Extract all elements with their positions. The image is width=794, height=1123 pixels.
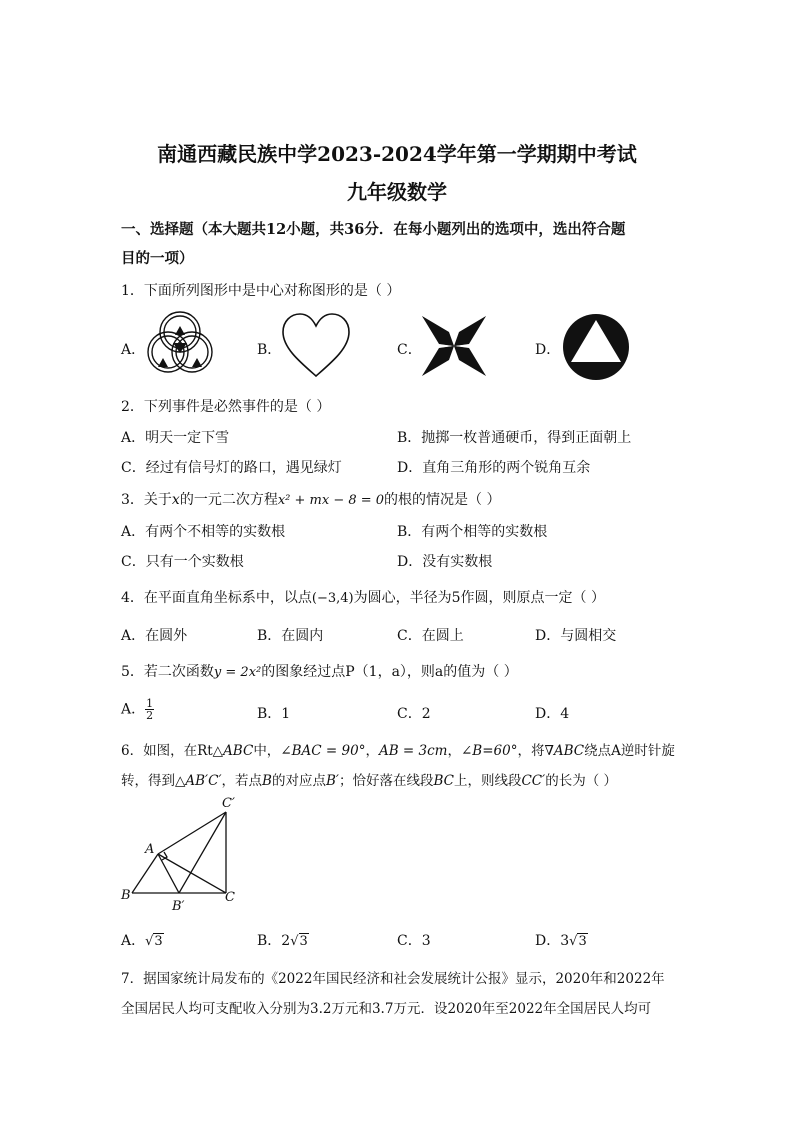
q6-option-d-label: D． bbox=[535, 933, 561, 949]
q6-side-ab: AB = 3cm bbox=[378, 743, 448, 759]
q6-option-d-sqrt: √3 bbox=[569, 934, 587, 949]
triquetra-figure bbox=[143, 306, 217, 378]
q3-option-d: D．没有实数根 bbox=[397, 554, 493, 570]
q6-point-bp: B′ bbox=[325, 773, 339, 789]
q6-option-b-coef: 2 bbox=[281, 933, 291, 949]
q4-option-b: B．在圆内 bbox=[257, 628, 324, 644]
q3-stem-text-c: 的根的情况是（ ） bbox=[384, 492, 501, 508]
q6-triangle-abc: ABC bbox=[223, 743, 254, 759]
q4-option-d: D．与圆相交 bbox=[535, 628, 617, 644]
q3-option-b: B．有两个相等的实数根 bbox=[397, 524, 548, 540]
q6-option-d-coef: 3 bbox=[560, 933, 570, 949]
q3-option-a: A．有两个不相等的实数根 bbox=[121, 524, 286, 540]
q3-stem bbox=[121, 489, 501, 509]
q1-stem: 1．下面所列图形中是中心对称图形的是（ ） bbox=[121, 283, 401, 299]
heart-figure bbox=[280, 312, 352, 378]
q6-text: ， bbox=[447, 743, 461, 759]
q6-text: ，将 bbox=[517, 743, 545, 759]
q5-option-a-label: A． bbox=[121, 701, 146, 718]
q6-option-b-label: B． bbox=[257, 933, 282, 949]
q3-stem-text-a: 3．关于 bbox=[121, 492, 172, 508]
q4-stem bbox=[121, 587, 605, 607]
q6-triangle-abpcp: AB′C′ bbox=[185, 773, 222, 789]
q6-text: 中， bbox=[253, 743, 281, 759]
q6-segment-ccp: CC′ bbox=[521, 773, 546, 789]
q5-option-c: C．2 bbox=[397, 706, 431, 722]
q6-text: ；恰好落在线段 bbox=[338, 773, 434, 789]
q6-option-b-radicand: 3 bbox=[299, 934, 308, 949]
q6-option-a-sqrt: √3 bbox=[145, 934, 163, 949]
q6-option-d bbox=[535, 930, 588, 950]
q6-option-b-sqrt: √3 bbox=[290, 934, 308, 949]
q5-equation: y = 2x² bbox=[213, 665, 262, 680]
q3-equation: x² + mx − 8 = 0 bbox=[277, 493, 385, 508]
q5-fraction-numerator: 1 bbox=[146, 697, 154, 710]
q6-angle-bac: ∠BAC = 90° bbox=[280, 743, 366, 759]
q6-option-d-radicand: 3 bbox=[578, 934, 587, 949]
q5-option-b: B．1 bbox=[257, 706, 291, 722]
q6-text: 的对应点 bbox=[271, 773, 326, 789]
section-heading-line2: 目的一项） bbox=[121, 250, 194, 267]
q6-text: 上，则线段 bbox=[453, 773, 522, 789]
q4-stem-text-a: 4．在平面直角坐标系中，以点 bbox=[121, 590, 312, 606]
q6-stem-line2 bbox=[121, 769, 617, 789]
q3-option-c: C．只有一个实数根 bbox=[121, 554, 244, 570]
q5-fraction bbox=[145, 698, 154, 721]
q5-fraction-denominator: 2 bbox=[146, 709, 154, 722]
q6-text: ， bbox=[365, 743, 379, 759]
q6-text: 的长为（ ） bbox=[545, 773, 617, 789]
q4-point: (−3,4) bbox=[311, 591, 354, 606]
q7-stem-line1: 7．据国家统计局发布的《2022年国民经济和社会发展统计公报》显示，2020年和2022年 bbox=[121, 971, 665, 987]
q2-option-c: C．经过有信号灯的路口，遇见绿灯 bbox=[121, 460, 342, 476]
q6-text: ，若点 bbox=[221, 773, 263, 789]
q1-label-d: D． bbox=[535, 342, 561, 358]
q4-stem-text-b: 为圆心，半径为5作圆，则原点一定（ ） bbox=[353, 590, 605, 606]
q6-option-a-label: A． bbox=[121, 933, 146, 949]
fig-label-c: C bbox=[225, 890, 235, 905]
q3-var-x: x bbox=[171, 492, 180, 508]
q6-option-a-radicand: 3 bbox=[154, 934, 163, 949]
q2-stem: 2．下列事件是必然事件的是（ ） bbox=[121, 399, 331, 415]
q4-option-c: C．在圆上 bbox=[397, 628, 464, 644]
q6-angle-b: ∠B=60° bbox=[460, 743, 518, 759]
section-heading-line1: 一、选择题（本大题共12小题，共36分．在每小题列出的选项中，选出符合题 bbox=[121, 221, 626, 238]
fig-label-cprime: C′ bbox=[222, 796, 235, 811]
q1-label-c: C． bbox=[397, 342, 422, 358]
q6-option-b bbox=[257, 930, 309, 950]
q5-stem bbox=[121, 661, 518, 681]
q5-stem-text-a: 5．若二次函数 bbox=[121, 664, 214, 680]
q3-stem-text-b: 的一元二次方程 bbox=[179, 492, 278, 508]
q1-label-b: B． bbox=[257, 342, 282, 358]
circle-triangle-figure bbox=[561, 312, 631, 382]
q6-segment-bc: BC bbox=[433, 773, 454, 789]
q6-option-a bbox=[121, 930, 164, 950]
q6-option-c: C．3 bbox=[397, 933, 431, 949]
q5-option-d: D．4 bbox=[535, 706, 570, 722]
q7-stem-line2: 全国居民人均可支配收入分别为3.2万元和3.7万元．设2020年至2022年全国居民人均可 bbox=[121, 1001, 652, 1017]
q6-triangle-vabc: ∇ABC bbox=[544, 743, 585, 759]
q6-text: 转，得到△ bbox=[121, 773, 186, 789]
q1-label-a: A． bbox=[121, 342, 146, 358]
fig-label-b: B bbox=[121, 888, 131, 903]
exam-title: 南通西藏民族中学2023-2024学年第一学期期中考试 bbox=[157, 142, 637, 166]
fig-label-a: A bbox=[145, 842, 155, 857]
q2-option-b: B．抛掷一枚普通硬币，得到正面朝上 bbox=[397, 430, 632, 446]
q5-option-a bbox=[121, 698, 154, 721]
q2-option-d: D．直角三角形的两个锐角互余 bbox=[397, 460, 591, 476]
q6-text: 绕点A逆时针旋 bbox=[584, 743, 675, 759]
pinwheel-figure bbox=[419, 314, 489, 378]
exam-subtitle: 九年级数学 bbox=[347, 180, 447, 204]
q4-option-a: A．在圆外 bbox=[121, 628, 188, 644]
fig-label-bprime: B′ bbox=[172, 899, 185, 914]
q6-text: 6．如图，在Rt△ bbox=[121, 743, 224, 759]
q6-point-b: B bbox=[262, 773, 272, 789]
q5-stem-text-b: 的图象经过点P（1，a），则a的值为（ ） bbox=[261, 664, 518, 680]
q2-option-a: A．明天一定下雪 bbox=[121, 430, 230, 446]
q6-stem-line1 bbox=[121, 739, 675, 759]
